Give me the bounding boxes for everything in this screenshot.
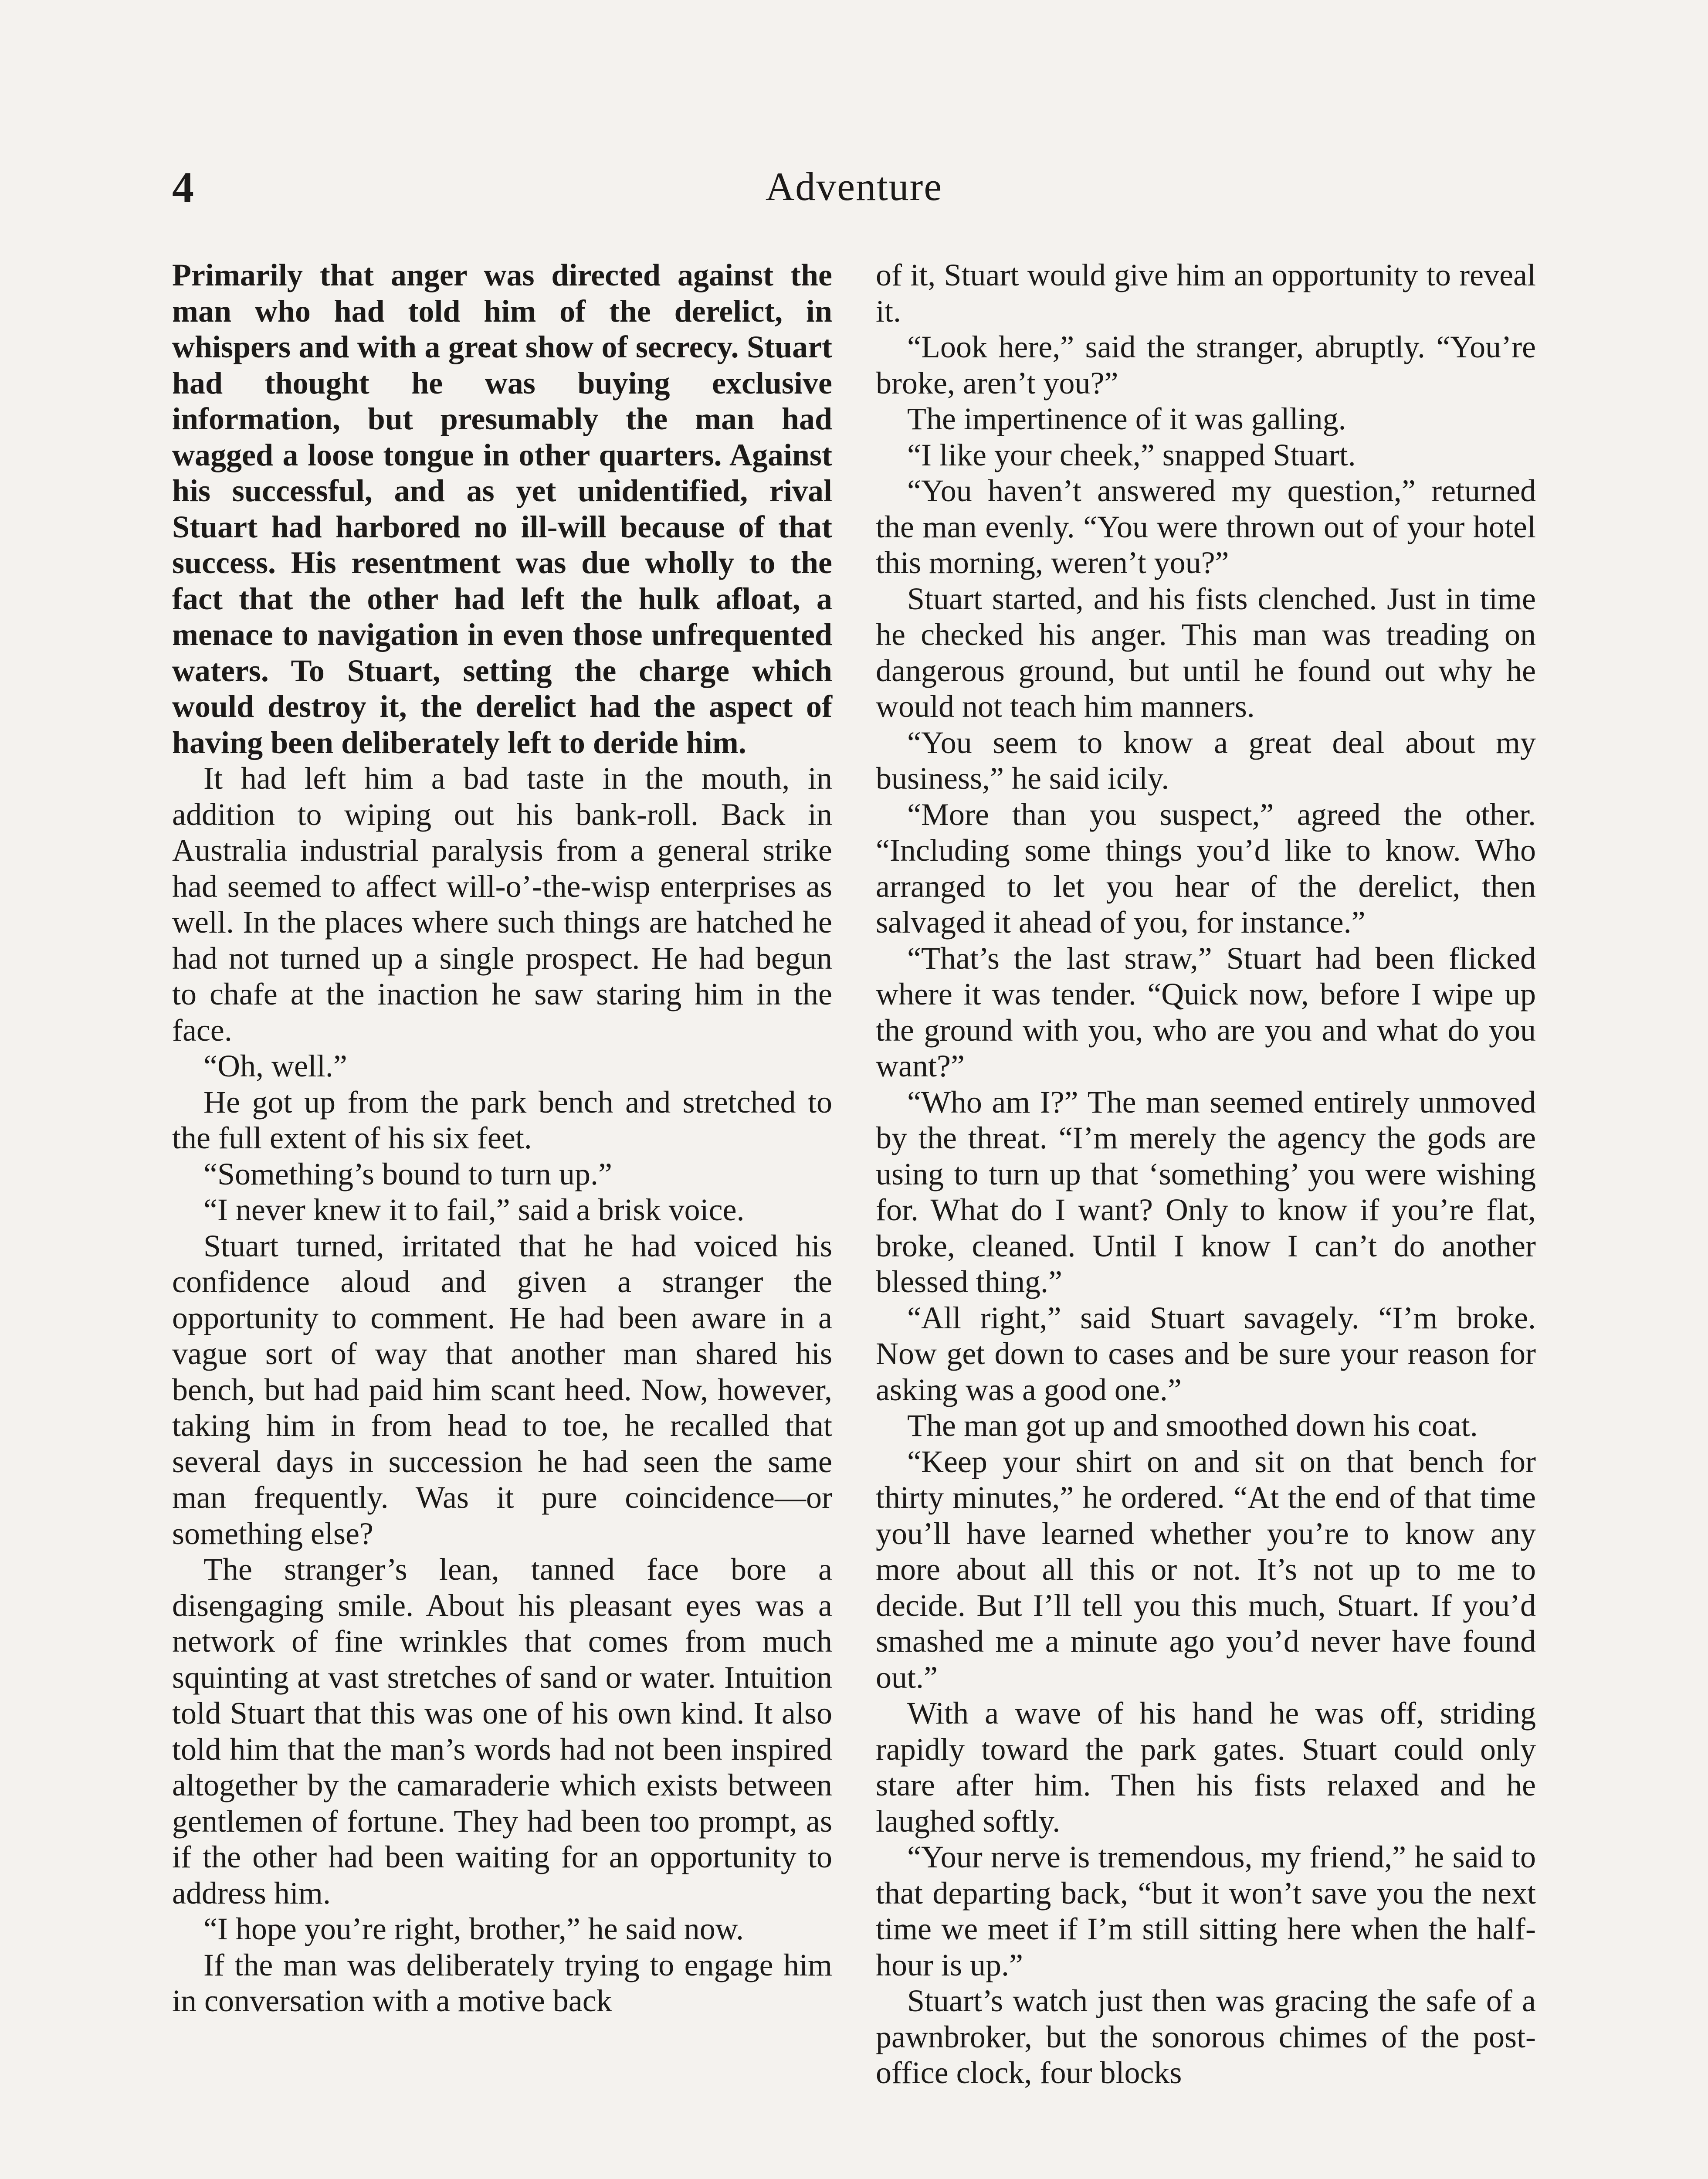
- paragraph: “Something’s bound to turn up.”: [203, 1156, 612, 1191]
- paragraph: Stuart turned, irritated that he had voiced his confidence aloud and given a stranger the opportunity to comment. He had been aware in a vague sort of way that another man shared his bench, but had paid him scant heed. Now, however, taking him in from head to toe, he recalled that several days in succession he had seen the same man frequently. Was it pure coincidence—or something else?: [172, 1228, 832, 1551]
- paragraph: “Who am I?” The man seemed entirely unmoved by the threat. “I’m merely the agency the gods are using to turn up that ‘something’ you were wishing for. What do I want? Only to know if you’re flat, broke, cleaned. Until I know I can’t do another blessed thing.”: [876, 1084, 1536, 1299]
- paragraph: “Look here,” said the stranger, abruptly. “You’re broke, aren’t you?”: [876, 329, 1536, 401]
- paragraph: The stranger’s lean, tanned face bore a disengaging smile. About his pleasant eyes was a network of fine wrinkles that comes from much squinting at vast stretches of sand or water. Intuition told Stuart that this was one of his own kind. It also told him that the man’s words had not been inspired altogether by the camaraderie which exists between gentlemen of fortune. They had been too prompt, as if the other had been waiting for an opportunity to address him.: [172, 1552, 832, 1911]
- right-column: [876, 257, 1536, 2091]
- paragraph: Stuart started, and his fists clenched. Just in time he checked his anger. This man was treading on dangerous ground, but until he found out why he would not teach him manners.: [876, 581, 1536, 724]
- paragraph: “I hope you’re right, brother,” he said now.: [203, 1911, 744, 1946]
- paragraph: He got up from the park bench and stretched to the full extent of his six feet.: [172, 1084, 832, 1155]
- paragraph: “Oh, well.”: [203, 1049, 347, 1083]
- paragraph: “I like your cheek,” snapped Stuart.: [907, 437, 1356, 472]
- paragraph: With a wave of his hand he was off, striding rapidly toward the park gates. Stuart could only stare after him. Then his fists relaxed and he laughed softly.: [876, 1696, 1536, 1839]
- paragraph: “All right,” said Stuart savagely. “I’m broke. Now get down to cases and be sure your reason for asking was a good one.”: [876, 1300, 1536, 1407]
- paragraph: Stuart’s watch just then was gracing the safe of a pawnbroker, but the sonorous chimes of the post-office clock, four blocks: [876, 1983, 1536, 2090]
- paragraph: “More than you suspect,” agreed the other. “Including some things you’d like to know. Who arranged to let you hear of the derelict, then salvaged it ahead of you, for instance.”: [876, 797, 1536, 940]
- paragraph: “You seem to know a great deal about my business,” he said icily.: [876, 725, 1536, 796]
- page-number: 4: [172, 163, 194, 211]
- running-head-title: Adventure: [765, 164, 943, 209]
- left-column: [172, 257, 832, 2019]
- paragraph: Primarily that anger was directed against the man who had told him of the derelict, in whispers and with a great show of secrecy. Stuart had thought he was buying exclusive information, but presumably the man had wagged a loose tongue in other quarters. Against his successful, and as yet unidentified, rival Stuart had harbored no ill-will because of that success. His resentment was due wholly to the fact that the other had left the hulk afloat, a menace to navigation in even those unfrequented waters. To Stuart, setting the charge which would destroy it, the derelict had the aspect of having been deliberately left to deride him.: [172, 258, 832, 760]
- paragraph: “I never knew it to fail,” said a brisk voice.: [203, 1192, 745, 1227]
- paragraph: The man got up and smoothed down his coat.: [907, 1408, 1478, 1443]
- paragraph: If the man was deliberately trying to engage him in conversation with a motive back: [172, 1947, 832, 2018]
- paragraph: “Keep your shirt on and sit on that bench for thirty minutes,” he ordered. “At the end of that time you’ll have learned whether you’re to know any more about all this or not. It’s not up to me to decide. But I’ll tell you this much, Stuart. If you’d smashed me a minute ago you’d never have found out.”: [876, 1444, 1536, 1695]
- paragraph: “You haven’t answered my question,” returned the man evenly. “You were thrown out of your hotel this morning, weren’t you?”: [876, 473, 1536, 580]
- paragraph: “Your nerve is tremendous, my friend,” he said to that departing back, “but it won’t save you the next time we meet if I’m still sitting here when the half-hour is up.”: [876, 1840, 1536, 1982]
- paragraph: of it, Stuart would give him an opportunity to reveal it.: [876, 258, 1536, 329]
- paragraph: “That’s the last straw,” Stuart had been flicked where it was tender. “Quick now, before I wipe up the ground with you, who are you and what do you want?”: [876, 940, 1536, 1083]
- paragraph: The impertinence of it was galling.: [907, 401, 1346, 436]
- paragraph: It had left him a bad taste in the mouth, in addition to wiping out his bank-roll. Back in Australia industrial paralysis from a general strike had seemed to affect will-o’-the-wisp enterprises as well. In the places where such things are hatched he had not turned up a single prospect. He had begun to chafe at the inaction he saw staring him in the face.: [172, 761, 832, 1048]
